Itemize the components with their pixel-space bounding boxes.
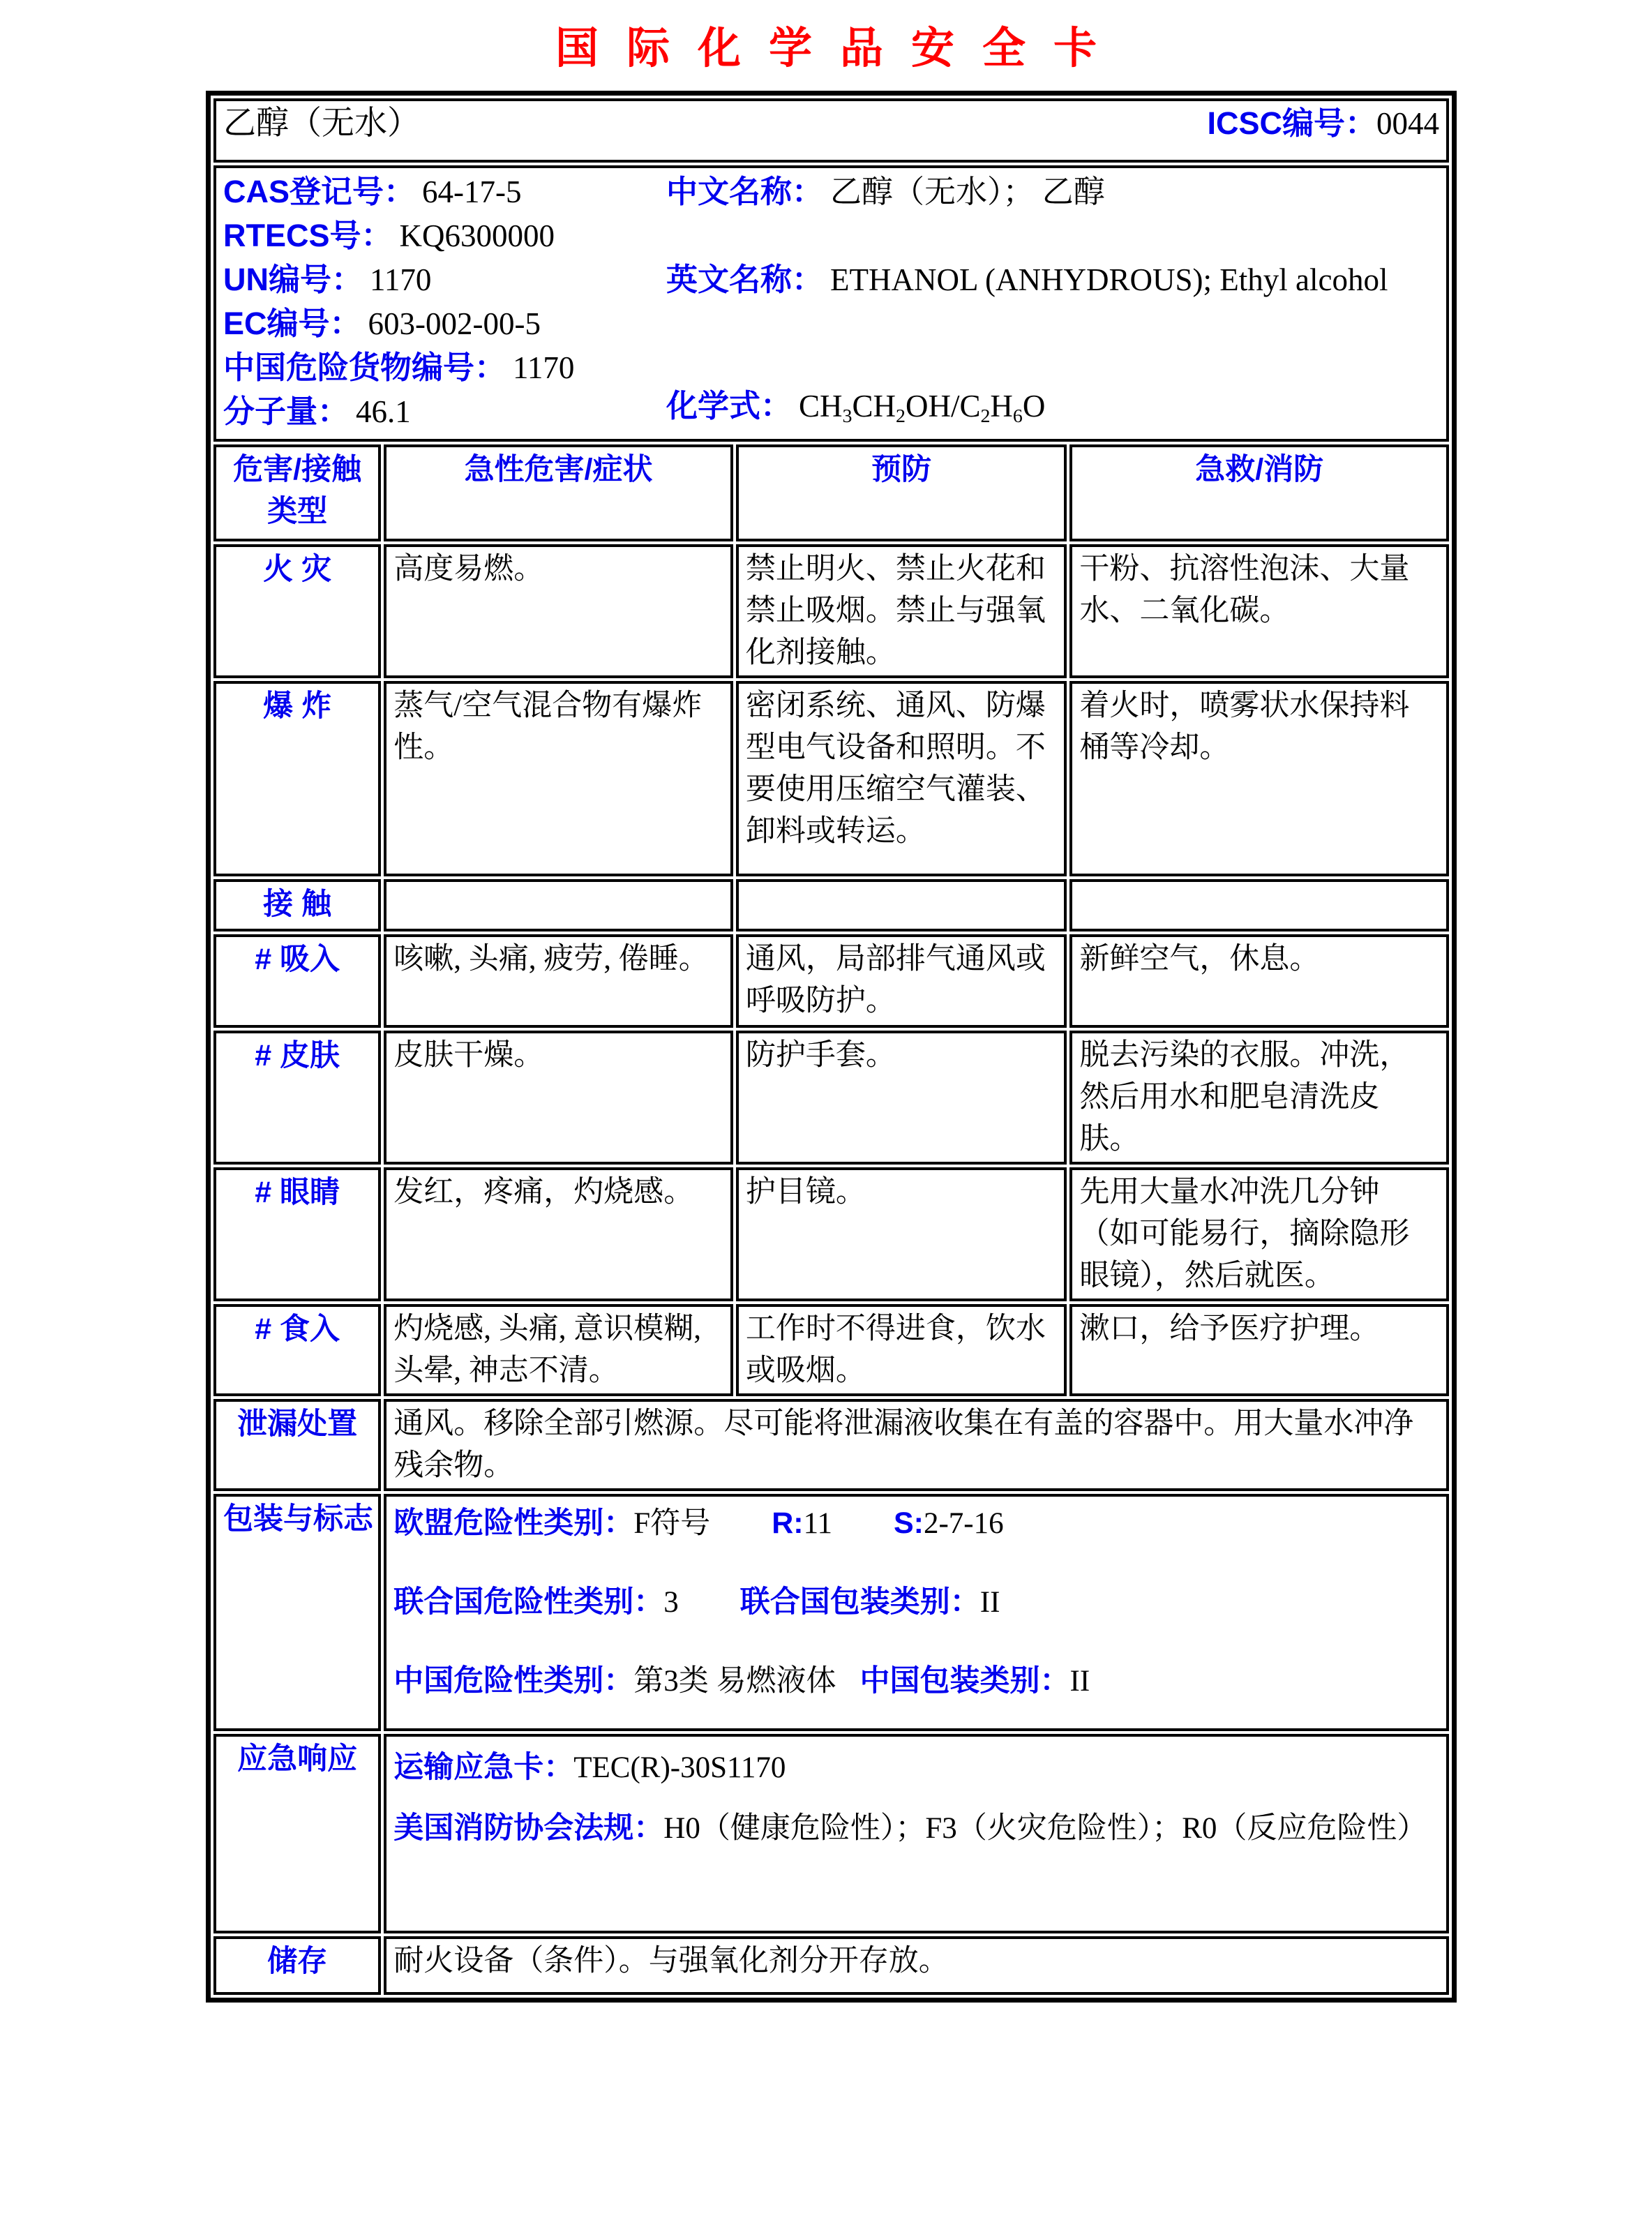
formula-value: $CH_3CH_2OH/C_2H_6O$ <box>799 389 1046 427</box>
hazard-type-cell: # 吸入 <box>213 934 381 1028</box>
un-packing-group-label: 联合国包装类别： <box>739 1585 980 1619</box>
col-header-hazard-type: 危害/接触类型 <box>213 444 381 541</box>
rtecs-label: RTECS号： <box>223 217 393 253</box>
firstaid-cell: 干粉、抗溶性泡沫、大量水、二氧化碳。 <box>1069 544 1449 678</box>
hazard-type-cell: # 眼睛 <box>213 1167 381 1301</box>
emergency-type-cell: 应急响应 <box>213 1734 381 1933</box>
storage-text-cell: 耐火设备（条件）。与强氧化剂分开存放。 <box>384 1936 1449 1995</box>
icsc-number-group <box>1207 103 1439 144</box>
chinese-name-value: 乙醇（无水）； 乙醇 <box>830 174 1105 209</box>
spill-type-cell: 泄漏处置 <box>213 1399 381 1491</box>
eu-hazard-class-line <box>393 1502 1439 1545</box>
symptom-cell: 蒸气/空气混合物有爆炸性。 <box>384 681 733 876</box>
s-phrase-label: S: <box>893 1506 924 1540</box>
hazard-row-inhalation <box>213 934 1449 1028</box>
molecular-weight-label: 分子量： <box>223 393 350 429</box>
english-name-value: ETHANOL (ANHYDROUS); Ethyl alcohol <box>830 262 1388 297</box>
storage-type-cell: 储存 <box>213 1936 381 1995</box>
cas-field <box>223 171 666 213</box>
symptom-cell: 灼烧感, 头痛, 意识模糊, 头晕, 神志不清。 <box>384 1304 733 1396</box>
firstaid-cell: 新鲜空气，休息。 <box>1069 934 1449 1028</box>
symptom-cell: 发红，疼痛，灼烧感。 <box>384 1167 733 1301</box>
china-packing-group-value: II <box>1069 1665 1090 1698</box>
emergency-content-cell <box>384 1734 1449 1933</box>
card-title-cell <box>213 98 1449 163</box>
nfpa-code-label: 美国消防协会法规： <box>393 1811 664 1845</box>
identification-row <box>213 165 1449 442</box>
ec-field <box>223 303 666 345</box>
hazard-header-row <box>213 444 1449 541</box>
page-title: 国际化学品安全卡 <box>555 24 1125 73</box>
nfpa-code-value: H0（健康危险性）；F3（火灾危险性）；R0（反应危险性） <box>663 1812 1427 1845</box>
icsc-label: ICSC编号： <box>1207 105 1376 141</box>
molecular-weight-field <box>223 391 666 433</box>
un-hazard-class-label: 联合国危险性类别： <box>393 1585 664 1619</box>
firstaid-cell: 漱口，给予医疗护理。 <box>1069 1304 1449 1396</box>
ec-label: EC编号： <box>223 305 361 341</box>
china-hazard-class-value: 第3类 易燃液体 <box>633 1665 836 1698</box>
un-value: 1170 <box>370 262 432 297</box>
prevention-cell: 护目镜。 <box>736 1167 1067 1301</box>
nfpa-code-line <box>393 1803 1439 1854</box>
prevention-cell: 禁止明火、禁止火花和禁止吸烟。禁止与强氧化剂接触。 <box>736 544 1067 678</box>
packaging-type-cell: 包装与标志 <box>213 1494 381 1731</box>
china-packing-group-label: 中国包装类别： <box>859 1664 1070 1698</box>
packaging-row <box>213 1494 1449 1731</box>
firstaid-cell <box>1069 879 1449 931</box>
prevention-cell: 密闭系统、通风、防爆型电气设备和照明。不要使用压缩空气灌装、卸料或转运。 <box>736 681 1067 876</box>
eu-hazard-class-label: 欧盟危险性类别： <box>393 1506 634 1540</box>
identification-grid <box>223 170 1439 433</box>
china-dg-field <box>223 347 666 389</box>
identification-cell <box>213 165 1449 442</box>
col-header-firstaid: 急救/消防 <box>1069 444 1449 541</box>
cas-value: 64-17-5 <box>422 174 522 209</box>
transport-emergency-card-label: 运输应急卡： <box>393 1751 574 1784</box>
china-hazard-class-label: 中国危险性类别： <box>393 1664 634 1698</box>
icsc-number: 0044 <box>1376 106 1439 141</box>
chinese-name-label: 中文名称： <box>666 173 824 209</box>
un-hazard-class-line <box>393 1581 1439 1624</box>
un-field <box>223 259 666 301</box>
symptom-cell: 高度易燃。 <box>384 544 733 678</box>
hazard-type-cell: # 食入 <box>213 1304 381 1396</box>
hazard-row-eyes <box>213 1167 1449 1301</box>
china-hazard-class-line <box>393 1660 1439 1703</box>
spill-row <box>213 1399 1449 1491</box>
hazard-type-cell: # 皮肤 <box>213 1031 381 1165</box>
symptom-cell <box>384 879 733 931</box>
hazard-row-skin <box>213 1031 1449 1165</box>
ec-value: 603-002-00-5 <box>368 306 541 341</box>
un-hazard-class-value: 3 <box>663 1586 679 1619</box>
english-name-label: 英文名称： <box>666 261 824 297</box>
rtecs-value: KQ6300000 <box>399 218 555 253</box>
english-name-field <box>666 259 1439 301</box>
hazard-type-cell: 爆 炸 <box>213 681 381 876</box>
spill-text-cell: 通风。移除全部引燃源。尽可能将泄漏液收集在有盖的容器中。用大量水冲净残余物。 <box>384 1399 1449 1491</box>
r-phrase-value: 11 <box>803 1507 832 1540</box>
rtecs-field <box>223 215 666 257</box>
emergency-row <box>213 1734 1449 1933</box>
hazard-row-explosion <box>213 681 1449 876</box>
transport-emergency-card-value: TEC(R)-30S1170 <box>573 1751 786 1784</box>
china-dg-label: 中国危险货物编号： <box>223 349 506 385</box>
symptom-cell: 皮肤干燥。 <box>384 1031 733 1165</box>
eu-hazard-class-value: F符号 <box>633 1507 711 1540</box>
card-title-row <box>213 98 1449 163</box>
chinese-name-field <box>666 171 1439 213</box>
molecular-weight-value: 46.1 <box>356 394 411 429</box>
hazard-row-exposure <box>213 879 1449 931</box>
hazard-type-cell: 接 触 <box>213 879 381 931</box>
prevention-cell: 工作时不得进食，饮水或吸烟。 <box>736 1304 1067 1396</box>
hazard-row-fire <box>213 544 1449 678</box>
prevention-cell: 防护手套。 <box>736 1031 1067 1165</box>
firstaid-cell: 脱去污染的衣服。冲洗，然后用水和肥皂清洗皮肤。 <box>1069 1031 1449 1165</box>
firstaid-cell: 先用大量水冲洗几分钟（如可能易行，摘除隐形眼镜），然后就医。 <box>1069 1167 1449 1301</box>
safety-card-table <box>206 91 1457 2003</box>
product-name: 乙醇（无水） <box>223 105 420 142</box>
hazard-type-cell: 火 灾 <box>213 544 381 678</box>
col-header-symptoms: 急性危害/症状 <box>384 444 733 541</box>
cas-label: CAS登记号： <box>223 173 416 209</box>
un-label: UN编号： <box>223 261 363 297</box>
un-packing-group-value: II <box>979 1586 1000 1619</box>
storage-row <box>213 1936 1449 1995</box>
packaging-content-cell <box>384 1494 1449 1731</box>
s-phrase-value: 2-7-16 <box>923 1507 1004 1540</box>
china-dg-value: 1170 <box>513 350 575 385</box>
col-header-prevention: 预防 <box>736 444 1067 541</box>
formula-label: 化学式： <box>666 388 793 424</box>
hazard-row-ingestion <box>213 1304 1449 1396</box>
formula-field <box>666 385 1439 437</box>
prevention-cell <box>736 879 1067 931</box>
r-phrase-label: R: <box>772 1506 804 1540</box>
prevention-cell: 通风，局部排气通风或呼吸防护。 <box>736 934 1067 1028</box>
transport-emergency-card-line <box>393 1742 1439 1793</box>
symptom-cell: 咳嗽, 头痛, 疲劳, 倦睡。 <box>384 934 733 1028</box>
firstaid-cell: 着火时，喷雾状水保持料桶等冷却。 <box>1069 681 1449 876</box>
